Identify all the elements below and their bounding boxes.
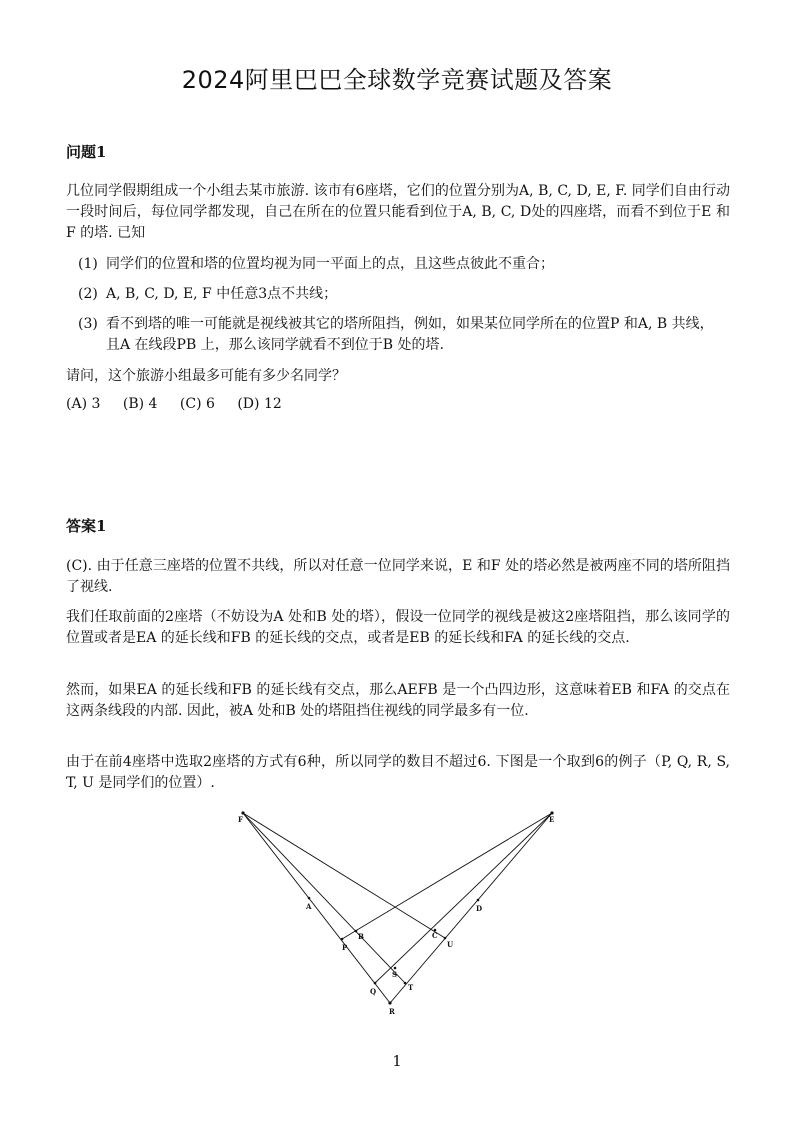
point-u: [444, 937, 447, 940]
answer-paragraph-2: 我们任取前面的2座塔（不妨设为A 处和B 处的塔），假设一位同学的视线是被这2座塔阻挡，那么该同学的位置或者是EA 的延长线和FB 的延长线的交点，或者是EB 的延长线和FA 的延长线的交点.: [66, 609, 730, 646]
point-t: [404, 982, 407, 985]
problem-intro: 几位同学假期组成一个小组去某市旅游. 该市有6座塔，它们的位置分别为A, B, C, D, E, F. 同学们自由行动一段时间后，每位同学都发现，自己在所在的位置只能看到位于A, B, C, D处的四座塔，而看不到位于E 和F 的塔. 已知: [66, 183, 730, 241]
label-u: U: [447, 940, 454, 949]
line-e-p: [342, 813, 555, 939]
label-t: T: [408, 983, 414, 992]
condition-number: (3): [78, 316, 98, 332]
problem-question: 请问，这个旅游小组最多可能有多少名同学？: [66, 368, 346, 384]
tower-diagram: [230, 808, 570, 1018]
page-title: 2024阿里巴巴全球数学竞赛试题及答案: [181, 66, 613, 94]
page-number: 1: [392, 1052, 402, 1070]
condition-2: [78, 284, 730, 305]
choice-b: (B) 4: [122, 396, 158, 412]
condition-text: 同学们的位置和塔的位置均视为同一平面上的点，且这些点彼此不重合；: [106, 256, 554, 272]
point-s: [394, 967, 397, 970]
problem-heading: 问题1: [66, 143, 107, 161]
label-s: S: [392, 970, 398, 979]
condition-text: A, B, C, D, E, F 中任意3点不共线；: [106, 286, 338, 302]
answer-paragraph-3: 然而，如果EA 的延长线和FB 的延长线有交点，那么AEFB 是一个凸四边形，这意味着EB 和FA 的交点在这两条线段的内部. 因此，被A 处和B 处的塔阻挡住视线的同学最多有一位.: [66, 682, 730, 719]
condition-1: [78, 254, 730, 275]
label-p: P: [342, 943, 348, 952]
point-b: [355, 930, 358, 933]
answer-choices: [66, 396, 300, 412]
condition-text: 看不到塔的唯一可能就是视线被其它的塔所阻挡，例如，如果某位同学所在的位置P 和A, B 共线，且A 在线段PB 上，那么该同学就看不到位于B 处的塔.: [106, 316, 714, 353]
condition-3: [78, 314, 730, 356]
line-f-r: [243, 813, 390, 1003]
answer-paragraph-4: 由于在前4座塔中选取2座塔的方式有6种，所以同学的数目不超过6. 下图是一个取到6的例子（P, Q, R, S, T, U 是同学们的位置）.: [66, 754, 730, 791]
point-d: [477, 899, 480, 902]
label-a: A: [306, 902, 312, 911]
point-r: [388, 1001, 391, 1004]
choice-a: (A) 3: [66, 396, 101, 412]
point-a: [308, 897, 311, 900]
label-b: B: [358, 932, 364, 941]
choice-c: (C) 6: [179, 396, 215, 412]
line-e-q: [375, 813, 555, 983]
label-c: C: [432, 931, 438, 940]
answer-paragraph-1: (C). 由于任意三座塔的位置不共线，所以对任意一位同学来说，E 和F 处的塔必然是被两座不同的塔所阻挡了视线.: [66, 558, 730, 595]
label-r: R: [389, 1007, 395, 1016]
line-e-r: [390, 813, 555, 1003]
point-q: [374, 982, 377, 985]
condition-number: (2): [78, 286, 98, 302]
condition-number: (1): [78, 256, 98, 272]
label-f: F: [238, 815, 243, 824]
label-e: E: [549, 815, 555, 824]
label-q: Q: [370, 987, 377, 996]
label-d: D: [476, 904, 483, 913]
point-p: [341, 938, 344, 941]
choice-d: (D) 12: [237, 396, 282, 412]
answer-heading: 答案1: [66, 517, 107, 535]
